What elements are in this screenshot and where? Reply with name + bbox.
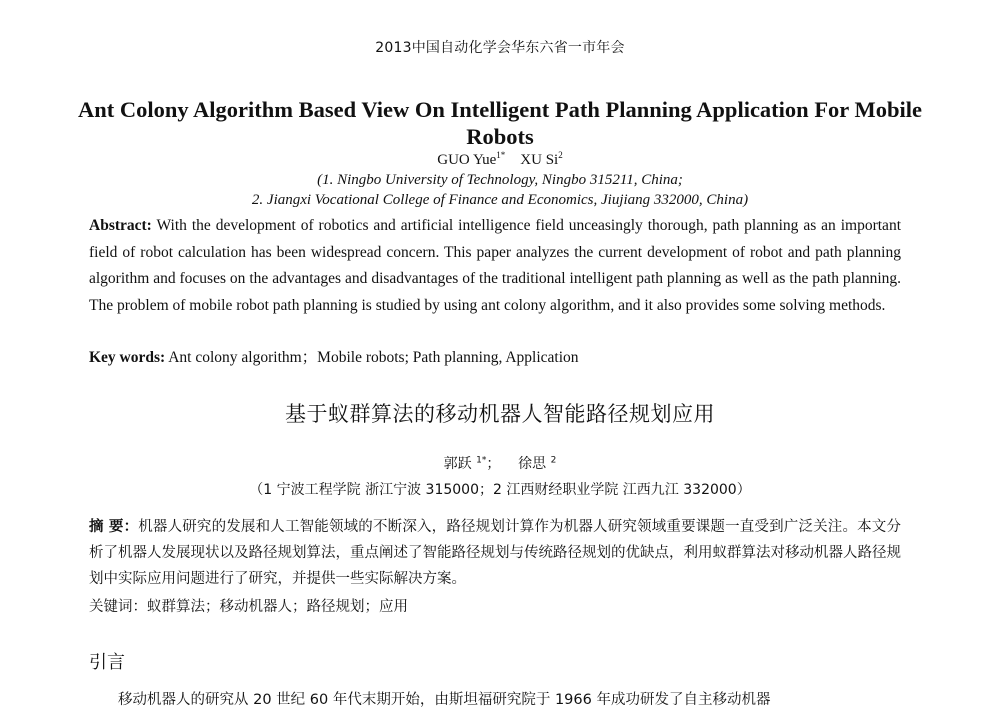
chinese-author-2: 徐思 <box>518 456 547 472</box>
chinese-abstract <box>89 514 901 592</box>
chinese-keywords <box>89 595 901 616</box>
chinese-abstract-text: 机器人研究的发展和人工智能领域的不断深入，路径规划计算作为机器人研究领域重要课题一直受到广泛关注。本文分析了机器人发展现状以及路径规划算法，重点阐述了智能路径规划与传统路径规划的优缺点，利用蚁群算法对移动机器人路径规划中实际应用问题进行了研究，并提供一些实际解决方案。 <box>89 519 901 587</box>
english-keywords <box>89 345 901 367</box>
english-keywords-text: Ant colony algorithm；Mobile robots; Path planning, Application <box>168 349 579 366</box>
conference-header: 2013中国自动化学会华东六省一市年会 <box>375 40 625 56</box>
english-affiliation-1: (1. Ningbo University of Technology, Ningbo 315211, China; <box>317 172 683 188</box>
english-abstract-text: With the development of robotics and artificial intelligence field unceasingly thorough, path planning as an important field of robot calculation has been widespread concern. This paper analyzes the current development of robot and path planning algorithm and focuses on the advantages and disadvantages of the traditional intelligent path planning as well as the path planning. The problem of mobile robot path planning is studied by using ant colony algorithm, and it also provides some solving methods. <box>89 217 901 314</box>
chinese-abstract-label: 摘 要： <box>89 519 139 535</box>
chinese-author-2-mark: 2 <box>550 455 557 466</box>
english-keywords-label: Key words: <box>89 349 166 366</box>
chinese-affiliation: （1 宁波工程学院 浙江宁波 315000；2 江西财经职业学院 江西九江 332000） <box>249 482 751 498</box>
english-authors <box>0 150 1000 169</box>
english-author-2: XU Si <box>520 152 559 168</box>
english-author-1-mark: 1* <box>496 150 506 160</box>
english-author-1: GUO Yue <box>437 152 497 168</box>
section-title-introduction: 引言 <box>89 652 125 673</box>
chinese-keywords-label: 关键词： <box>89 599 147 615</box>
english-abstract <box>89 213 901 319</box>
chinese-author-1-mark: 1* <box>476 455 487 466</box>
chinese-title: 基于蚁群算法的移动机器人智能路径规划应用 <box>285 402 715 426</box>
english-affiliation-2: 2. Jiangxi Vocational College of Finance and Economics, Jiujiang 332000, China) <box>251 192 749 208</box>
chinese-authors <box>0 453 1000 473</box>
chinese-author-1: 郭跃 <box>443 456 472 472</box>
english-title: Ant Colony Algorithm Based View On Intelligent Path Planning Application For Mobile Robots <box>77 97 923 149</box>
chinese-author-separator: ； <box>486 456 501 472</box>
english-author-2-mark: 2 <box>558 150 563 160</box>
body-paragraph: 移动机器人的研究从 20 世纪 60 年代末期开始，由斯坦福研究院于 1966 年成功研发了自主移动机器 <box>118 692 771 708</box>
english-abstract-label: Abstract: <box>89 217 152 234</box>
chinese-keywords-text: 蚁群算法；移动机器人；路径规划；应用 <box>147 599 408 615</box>
